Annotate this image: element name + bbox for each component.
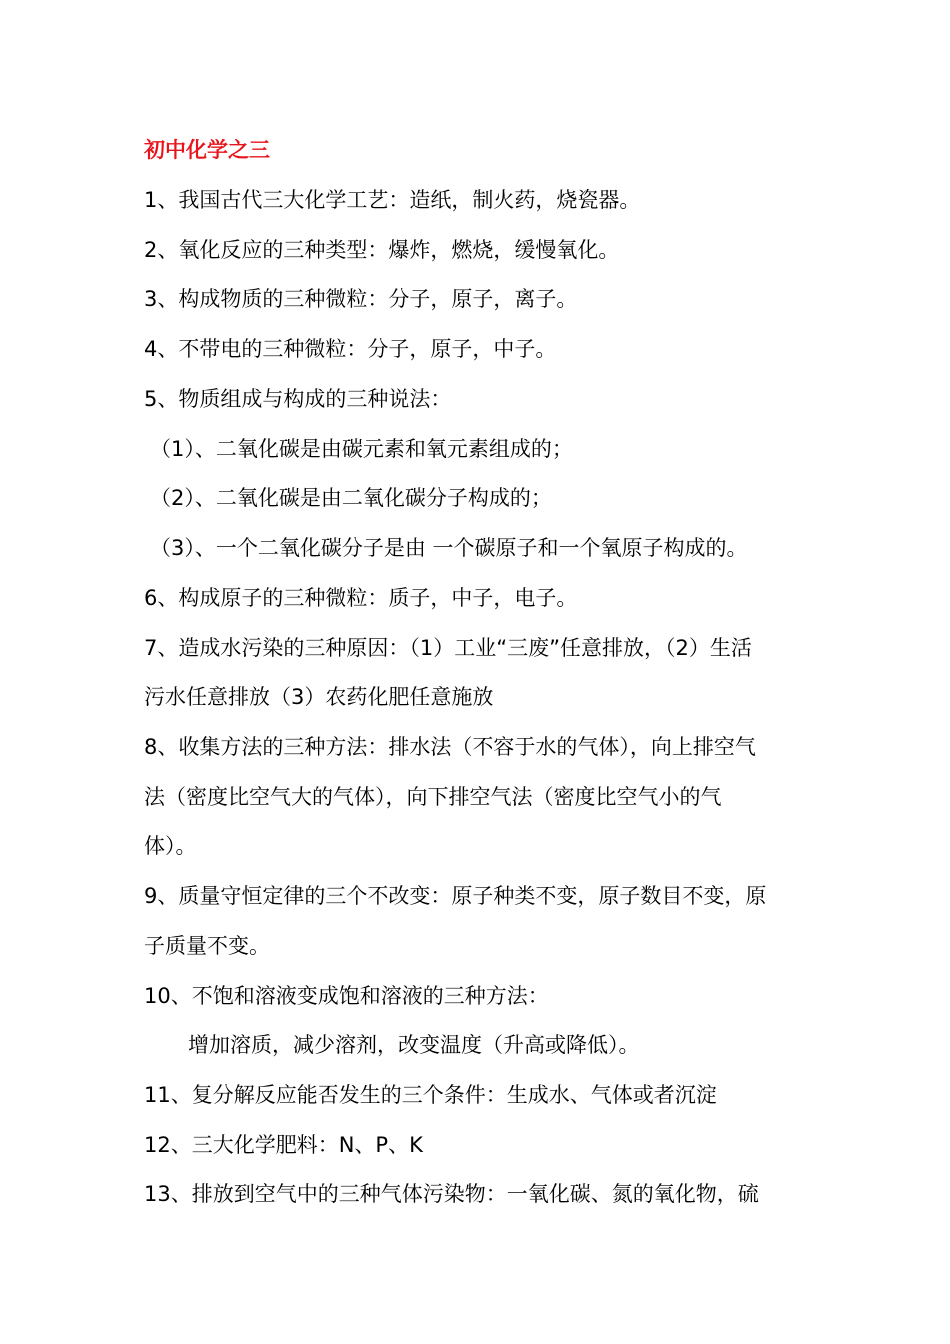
list-item-1: 1、我国古代三大化学工艺：造纸，制火药，烧瓷器。 <box>144 188 641 212</box>
sub-item-3: （3）、一个二氧化碳分子是由 一个碳原子和一个氧原子构成的。 <box>150 536 748 560</box>
list-item-8-cont-2: 体）。 <box>144 834 197 858</box>
sub-item-2: （2）、二氧化碳是由二氧化碳分子构成的； <box>150 486 552 510</box>
list-item-2: 2、氧化反应的三种类型：爆炸，燃烧，缓慢氧化。 <box>144 238 620 262</box>
list-item-9: 9、质量守恒定律的三个不改变：原子种类不变，原子数目不变，原 <box>144 884 767 908</box>
list-item-10-detail: 增加溶质，减少溶剂，改变温度（升高或降低）。 <box>188 1033 640 1057</box>
list-item-3: 3、构成物质的三种微粒：分子，原子，离子。 <box>144 287 578 311</box>
list-item-10: 10、不饱和溶液变成饱和溶液的三种方法： <box>144 984 549 1008</box>
list-item-11: 11、复分解反应能否发生的三个条件：生成水、气体或者沉淀 <box>144 1083 717 1107</box>
list-item-7: 7、造成水污染的三种原因：（1）工业“三废”任意排放，（2）生活 <box>144 636 752 660</box>
list-item-6: 6、构成原子的三种微粒：质子，中子，电子。 <box>144 586 578 610</box>
list-item-7-cont: 污水任意排放（3）农药化肥任意施放 <box>144 685 494 709</box>
sub-item-1: （1）、二氧化碳是由碳元素和氧元素组成的； <box>150 437 573 461</box>
list-item-12: 12、三大化学肥料：N、P、K <box>144 1133 423 1157</box>
list-item-9-cont: 子质量不变。 <box>144 934 270 958</box>
document-title: 初中化学之三 <box>144 138 270 162</box>
list-item-13: 13、排放到空气中的三种气体污染物：一氧化碳、氮的氧化物，硫 <box>144 1182 759 1206</box>
list-item-4: 4、不带电的三种微粒：分子，原子，中子。 <box>144 337 557 361</box>
list-item-8-cont-1: 法（密度比空气大的气体），向下排空气法（密度比空气小的气 <box>144 785 722 809</box>
list-item-8: 8、收集方法的三种方法：排水法（不容于水的气体），向上排空气 <box>144 735 756 759</box>
list-item-5: 5、物质组成与构成的三种说法： <box>144 387 452 411</box>
